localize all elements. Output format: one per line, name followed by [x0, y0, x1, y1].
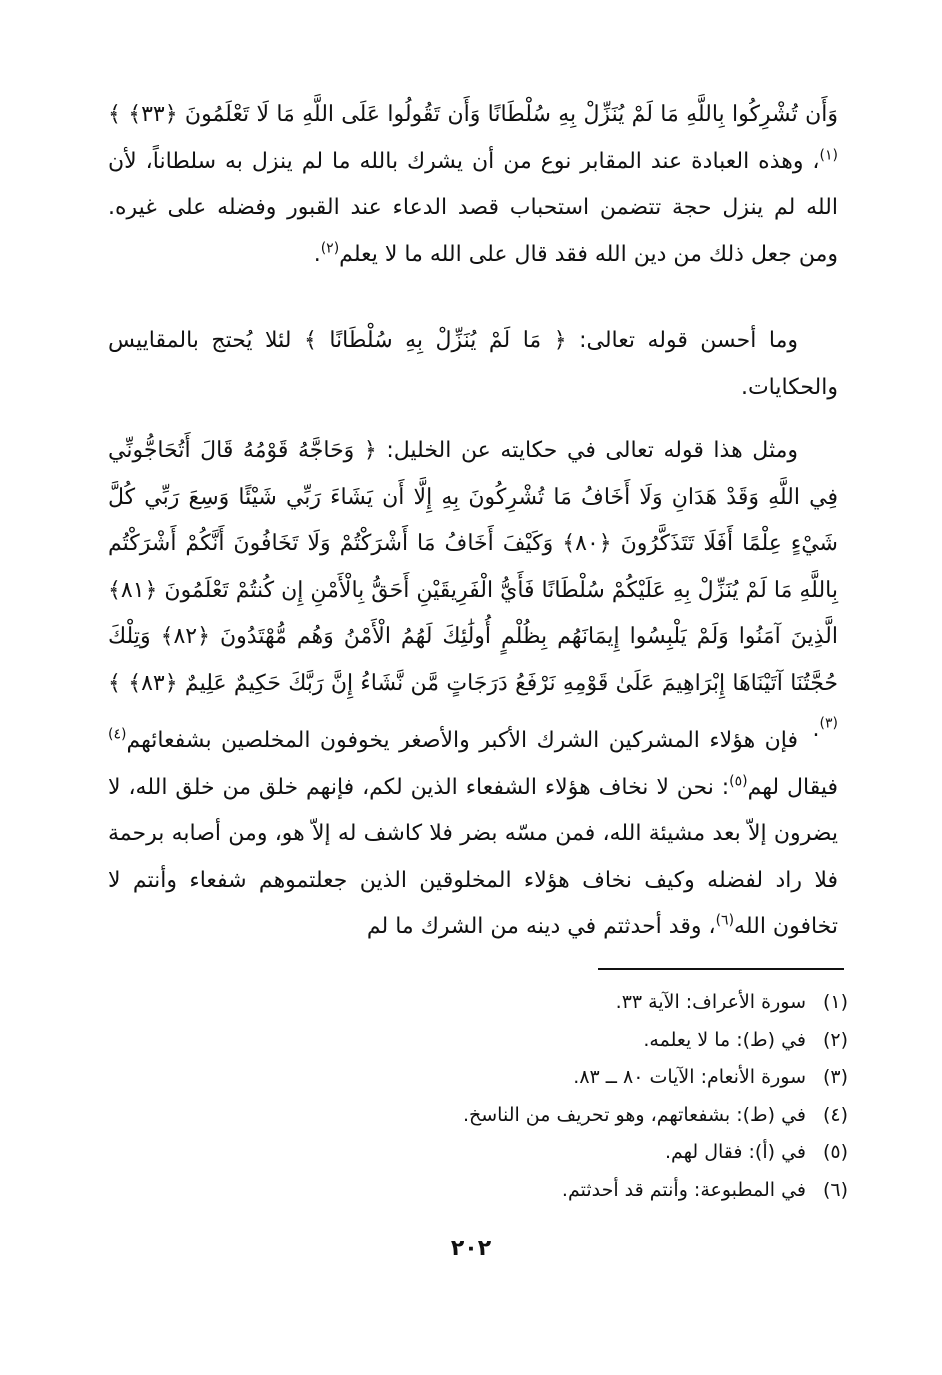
paragraph-text: فيقال لهم [747, 774, 838, 800]
paragraph-text: فإن هؤلاء المشركين الشرك الأكبر والأصغر يخوفون المخلصين بشفعائهم [126, 728, 798, 753]
paragraph-text: : نحن لا نخاف هؤلاء الشفعاء الذين لكم، فإنهم خلق من خلق الله، لا يضرون إلاّ بعد مشيئة الله، فمن مسّه بضر فلا كاشف له إلاّ هو، ومن أصابه برحمة فلا راد لفضله وكيف نخاف هؤلاء المخلوقين الذين جعلتموهم شفعاء وأنتم لا تخافون الله [108, 774, 838, 939]
footnote-item-4 [300, 1097, 848, 1135]
footnote-ref-5[interactable]: (٥) [729, 773, 748, 790]
footnote-number: (١) [822, 991, 848, 1013]
footnote-item-5 [300, 1134, 848, 1172]
footnote-item-2 [300, 1022, 848, 1060]
footnote-text: في (أ): فقال لهم. [664, 1141, 806, 1163]
footnote-text: سورة الأعراف: الآية ٣٣. [615, 991, 806, 1013]
quran-verse: ﴿ وَحَاجَّهُ قَوْمُهُ قَالَ أَتُحَاجُّونِّي فِي اللَّهِ وَقَدْ هَدَانِ وَلَا أَخَافُ مَا تُشْرِكُونَ بِهِ إِلَّا أَن يَشَاءَ رَبِّي شَيْئًا وَسِعَ رَبِّي كُلَّ شَيْءٍ عِلْمًا أَفَلَا تَتَذَكَّرُونَ ﴿٨٠﴾ وَكَيْفَ أَخَافُ مَا أَشْرَكْتُمْ وَلَا تَخَافُونَ أَنَّكُمْ أَشْرَكْتُم بِاللَّهِ مَا لَمْ يُنَزِّلْ بِهِ عَلَيْكُمْ سُلْطَانًا فَأَيُّ الْفَرِيقَيْنِ أَحَقُّ بِالْأَمْنِ إِن كُنتُمْ تَعْلَمُونَ ﴿٨١﴾ الَّذِينَ آمَنُوا وَلَمْ يَلْبِسُوا إِيمَانَهُم بِظُلْمٍ أُولَٰئِكَ لَهُمُ الْأَمْنُ وَهُم مُّهْتَدُونَ ﴿٨٢﴾ وَتِلْكَ حُجَّتُنَا آتَيْنَاهَا إِبْرَاهِيمَ عَلَىٰ قَوْمِهِ نَرْفَعُ دَرَجَاتٍ مَّن نَّشَاءُ إِنَّ رَبَّكَ حَكِيمٌ عَلِيمٌ ﴿٨٣﴾ ﴾ [108, 438, 838, 696]
paragraph-text: ، وهذه العبادة عند المقابر نوع من أن يشرك بالله ما لم ينزل به سلطاناً، لأن الله لم ينزل حجة تتضمن استحباب قصد الدعاء عند القبور وفضله على غيره. ومن جعل ذلك من دين الله فقد قال على الله ما لا يعلم [108, 148, 838, 267]
quran-verse: وَأَن تُشْرِكُوا بِاللَّهِ مَا لَمْ يُنَزِّلْ بِهِ سُلْطَانًا وَأَن تَقُولُوا عَلَى اللَّهِ مَا لَا تَعْلَمُونَ ﴿٣٣﴾ ﴾ [108, 102, 838, 127]
footnote-ref-6[interactable]: (٦) [715, 912, 735, 929]
paragraph-text: . [313, 241, 321, 267]
quran-verse: ﴿ مَا لَمْ يُنَزِّلْ بِهِ سُلْطَانًا ﴾ [303, 328, 567, 353]
footnote-number: (٤) [822, 1103, 848, 1126]
footnote-text: في (ط): بشفعاتهم، وهو تحريف من الناسخ. [462, 1103, 806, 1126]
footnote-ref-3[interactable]: (٣) [819, 715, 838, 732]
paragraph-text: ، وقد أحدثتم في دينه من الشرك ما لم [366, 914, 716, 939]
footnote-text: سورة الأنعام: الآيات ٨٠ ــ ٨٣. [573, 1066, 806, 1088]
footnote-ref-1[interactable]: (١) [819, 147, 838, 164]
footnote-text: في (ط): ما لا يعلمه. [643, 1028, 806, 1051]
footnote-item-1 [300, 984, 848, 1022]
footnotes-list [300, 984, 848, 1209]
page-number: ٢٠٢ [450, 1236, 492, 1261]
paragraph-3 [108, 428, 838, 754]
footnote-item-6 [300, 1172, 848, 1210]
footnote-number: (٣) [822, 1066, 848, 1088]
paragraph-4 [108, 715, 838, 951]
footnote-number: (٥) [822, 1141, 848, 1163]
footnote-divider [598, 968, 844, 970]
paragraph-1 [108, 92, 838, 278]
paragraph-text: . [812, 717, 820, 742]
footnote-number: (٦) [822, 1178, 848, 1201]
paragraph-text: وما أحسن قوله تعالى: [566, 328, 798, 353]
footnote-item-3 [300, 1059, 848, 1097]
paragraph-2 [108, 318, 838, 411]
footnote-text: في المطبوعة: وأنتم قد أحدثتم. [561, 1178, 806, 1201]
footnote-ref-4[interactable]: (٤) [108, 726, 127, 743]
paragraph-text: ومثل هذا قوله تعالى في حكايته عن الخليل: [376, 438, 798, 463]
footnote-ref-2[interactable]: (٢) [320, 240, 340, 257]
paragraph-text: لئلا يُحتج بالمقاييس والحكايات. [108, 328, 838, 400]
footnote-number: (٢) [822, 1028, 848, 1051]
